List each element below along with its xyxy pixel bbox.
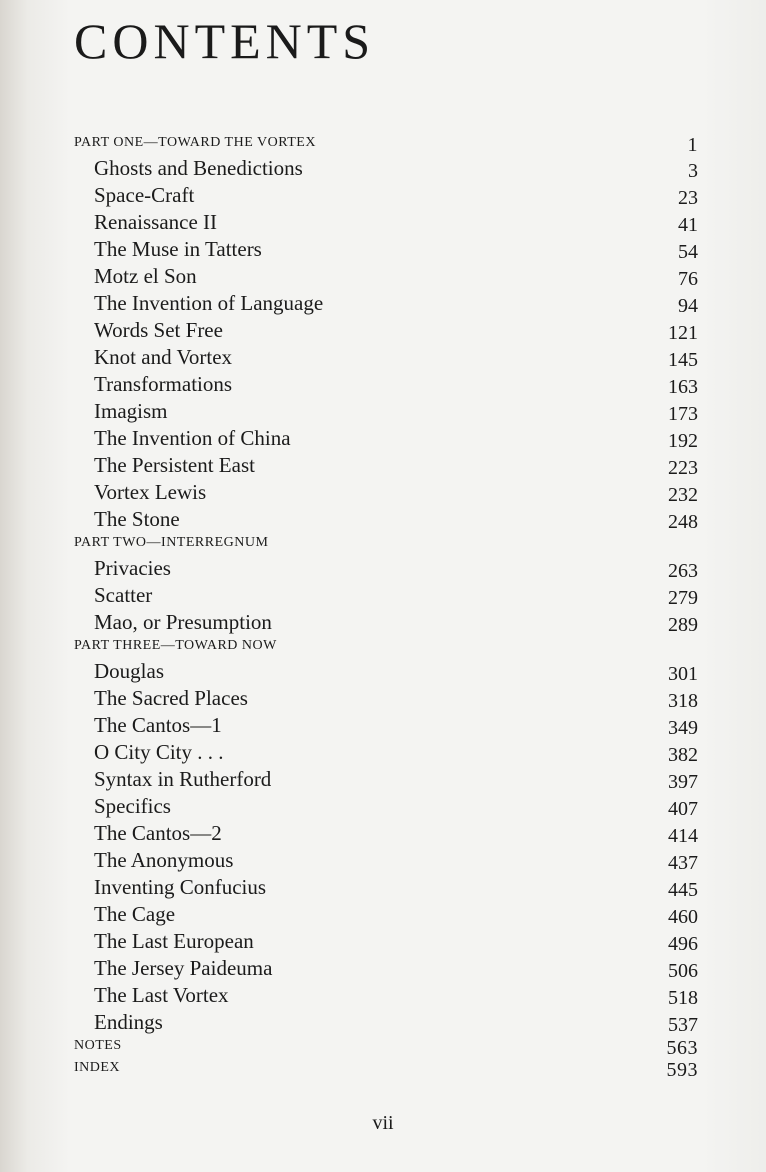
toc-label: Syntax in Rutherford <box>94 767 272 791</box>
toc-page-number: 445 <box>668 879 698 901</box>
table-of-contents <box>72 132 700 1079</box>
toc-entry <box>72 181 700 208</box>
toc-page-number: 248 <box>668 511 698 533</box>
toc-label: The Cantos—2 <box>94 821 222 845</box>
toc-section-heading <box>72 1057 700 1079</box>
toc-label: The Persistent East <box>94 453 255 477</box>
toc-page-number: 349 <box>668 717 698 739</box>
toc-section-heading <box>72 532 700 554</box>
toc-label: Vortex Lewis <box>94 480 207 504</box>
toc-entry <box>72 478 700 505</box>
toc-page-number: 23 <box>678 187 698 209</box>
toc-label: The Cantos—1 <box>94 713 222 737</box>
toc-label: Specifics <box>94 794 171 818</box>
toc-entry <box>72 738 700 765</box>
toc-entry <box>72 316 700 343</box>
toc-page-number: 263 <box>668 560 698 582</box>
toc-entry <box>72 154 700 181</box>
toc-label: NOTES <box>74 1038 122 1053</box>
page-title: CONTENTS <box>74 13 376 69</box>
toc-label: Words Set Free <box>94 318 223 342</box>
toc-label: The Jersey Paideuma <box>94 956 273 980</box>
toc-label: The Cage <box>94 902 176 926</box>
toc-section-heading <box>72 1035 700 1057</box>
toc-page-number: 496 <box>668 933 698 955</box>
toc-page-number: 173 <box>668 403 698 425</box>
toc-label: Scatter <box>94 583 153 607</box>
toc-entry <box>72 846 700 873</box>
toc-entry <box>72 581 700 608</box>
toc-label: PART TWO—INTERREGNUM <box>74 535 269 550</box>
page-number: vii <box>372 1112 394 1134</box>
toc-page-number: 593 <box>666 1059 698 1081</box>
toc-entry <box>72 900 700 927</box>
toc-label: Transformations <box>94 372 233 396</box>
toc-label: Imagism <box>94 399 168 423</box>
toc-page-number: 121 <box>668 322 698 344</box>
toc-page-number: 163 <box>668 376 698 398</box>
toc-page-number: 397 <box>668 771 698 793</box>
toc-page-number: 54 <box>678 241 698 263</box>
toc-entry <box>72 873 700 900</box>
toc-label: Space-Craft <box>94 183 195 207</box>
toc-page-number: 414 <box>668 825 698 847</box>
toc-page-number: 537 <box>668 1014 698 1036</box>
toc-page-number: 382 <box>668 744 698 766</box>
toc-label: Douglas <box>94 659 164 683</box>
toc-label: The Last Vortex <box>94 983 229 1007</box>
toc-entry <box>72 262 700 289</box>
toc-entry <box>72 684 700 711</box>
toc-entry <box>72 711 700 738</box>
toc-page-number: 289 <box>668 614 698 636</box>
toc-label: The Stone <box>94 507 180 531</box>
toc-entry <box>72 451 700 478</box>
toc-entry <box>72 505 700 532</box>
toc-label: Ghosts and Benedictions <box>94 156 303 180</box>
toc-label: PART ONE—TOWARD THE VORTEX <box>74 135 316 150</box>
toc-page-number: 318 <box>668 690 698 712</box>
toc-label: Mao, or Presumption <box>94 610 272 634</box>
toc-label: The Invention of Language <box>94 291 324 315</box>
toc-page-number: 1 <box>687 134 698 156</box>
toc-entry <box>72 927 700 954</box>
toc-page-number: 223 <box>668 457 698 479</box>
toc-label: Inventing Confucius <box>94 875 267 899</box>
toc-label: Motz el Son <box>94 264 197 288</box>
toc-entry <box>72 554 700 581</box>
toc-entry <box>72 397 700 424</box>
toc-label: The Muse in Tatters <box>94 237 262 261</box>
toc-label: The Anonymous <box>94 848 234 872</box>
toc-label: PART THREE—TOWARD NOW <box>74 638 277 653</box>
toc-entry <box>72 954 700 981</box>
toc-page-number: 301 <box>668 663 698 685</box>
toc-label: The Last European <box>94 929 254 953</box>
toc-label: INDEX <box>74 1060 121 1075</box>
toc-label: The Invention of China <box>94 426 291 450</box>
toc-entry <box>72 370 700 397</box>
toc-entry <box>72 792 700 819</box>
toc-label: Knot and Vortex <box>94 345 233 369</box>
toc-label: Endings <box>94 1010 163 1034</box>
toc-page-number: 518 <box>668 987 698 1009</box>
toc-section-heading <box>72 635 700 657</box>
toc-entry <box>72 343 700 370</box>
toc-page-number: 460 <box>668 906 698 928</box>
toc-entry <box>72 208 700 235</box>
toc-entry <box>72 608 700 635</box>
toc-label: Privacies <box>94 556 171 580</box>
toc-entry <box>72 1008 700 1035</box>
toc-entry <box>72 981 700 1008</box>
toc-label: O City City . . . <box>94 740 224 764</box>
toc-page-number: 41 <box>678 214 698 236</box>
toc-entry <box>72 765 700 792</box>
toc-page-number: 232 <box>668 484 698 506</box>
toc-section-heading <box>72 132 700 154</box>
toc-entry <box>72 235 700 262</box>
toc-page-number: 192 <box>668 430 698 452</box>
toc-page-number: 279 <box>668 587 698 609</box>
toc-page-number: 3 <box>688 160 698 182</box>
toc-page-number: 437 <box>668 852 698 874</box>
toc-page-number: 407 <box>668 798 698 820</box>
toc-page-number: 76 <box>678 268 698 290</box>
toc-page-number: 563 <box>666 1037 698 1059</box>
toc-entry <box>72 657 700 684</box>
toc-entry <box>72 424 700 451</box>
toc-entry <box>72 289 700 316</box>
toc-page-number: 94 <box>678 295 698 317</box>
toc-label: The Sacred Places <box>94 686 248 710</box>
toc-page-number: 506 <box>668 960 698 982</box>
toc-page-number: 145 <box>668 349 698 371</box>
toc-entry <box>72 819 700 846</box>
toc-label: Renaissance II <box>94 210 218 234</box>
